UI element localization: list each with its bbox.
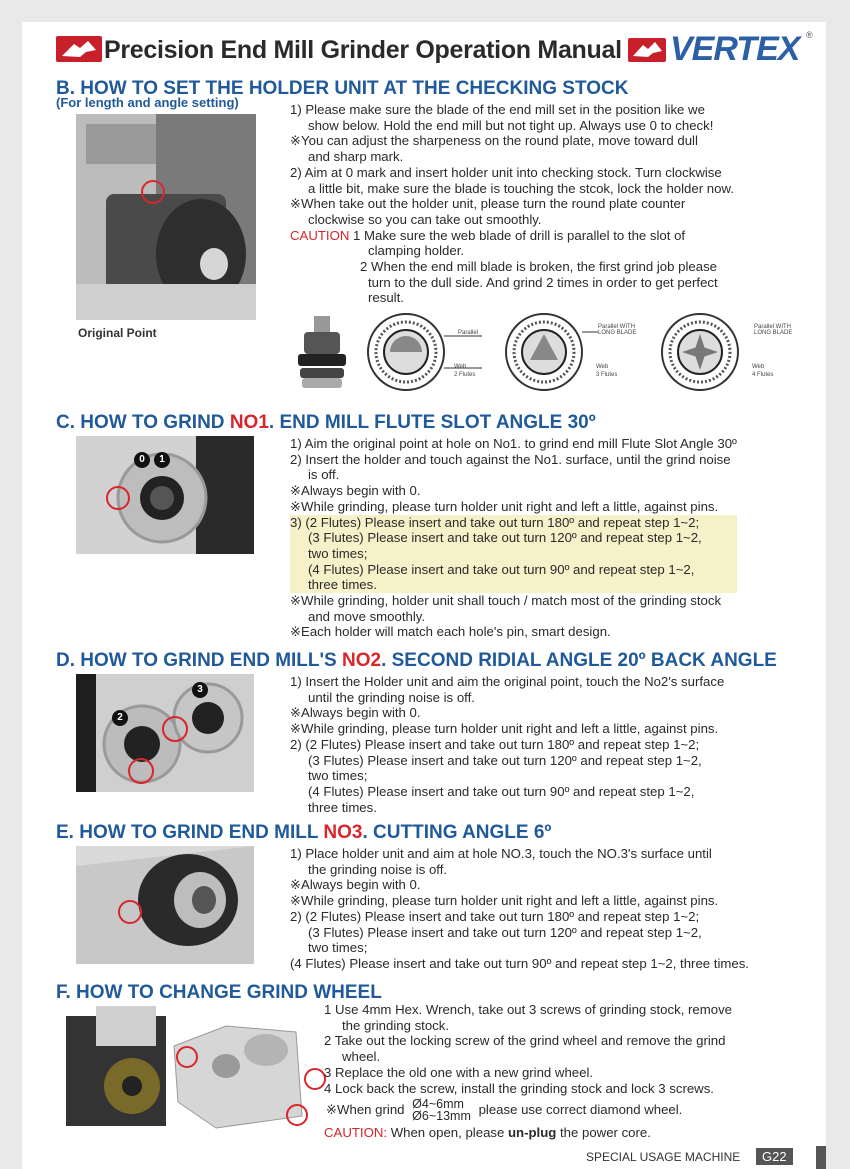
original-point-marker [118,900,142,924]
holder-unit-photo [76,114,256,320]
section-b-title: B. HOW TO SET THE HOLDER UNIT AT THE CHECKING STOCK [56,78,629,99]
original-point-marker [106,486,130,510]
screw-marker-2 [304,1068,326,1090]
manual-page [22,22,826,1169]
section-b-steps: 1) Please make sure the blade of the end mill set in the position like we show below. Hold the end mill but not tight up. Always use 0 to check! ※You can adjust the sharpeness on the round plate, move toward dull and sharp mark. 2) Aim at 0 mark and insert holder unit into checking stock. Turn clockwise a little bit, make sure the blade is touching the stcok, lock the holder now. ※When take out the holder unit, please turn the round plate counter clockwise so you can take out smoothly. CAUTION 1 Make sure the web blade of drill is parallel to the slot of clamping holder. 2 When the end mill blade is broken, the first grind job please turn to the dull side. And grind 2 times in order to get perfect result. [290,102,734,306]
section-f-caution: CAUTION: When open, please un-plug the power core. [324,1125,651,1140]
photo-caption: Original Point [78,326,157,340]
section-c-steps: 1) Aim the original point at hole on No1. to grind end mill Flute Slot Angle 30º 2) Insert the holder and touch against the No1. surface, until the grind noise is off. ※Always begin with 0. ※While grinding, please turn holder unit right and left a little, against pins. 3) (2 Flutes) Please insert and take out turn 180º and repeat step 1~2; (3 Flutes) Please insert and take out turn 120º and repeat step 1~2, two times; (4 Flutes) Please insert and take out turn 90º and repeat step 1~2, three times. ※While grinding, holder unit shall touch / match most of the grinding stock and move smoothly. ※Each holder will match each hole's pin, smart design. [290,436,737,640]
section-f-title: F. HOW TO CHANGE GRIND WHEEL [56,982,382,1003]
footer-bar [816,1146,826,1169]
screw-marker-1 [176,1046,198,1068]
section-c-title: C. HOW TO GRIND NO1. END MILL FLUTE SLOT ANGLE 30º [56,412,596,433]
screw-marker-3 [286,1104,308,1126]
section-e-steps: 1) Place holder unit and aim at hole NO.3, touch the NO.3's surface until the grinding noise is off. ※Always begin with 0. ※While grinding, please turn holder unit right and left a little, against pins. 2) (2 Flutes) Please insert and take out turn 180º and repeat step 1~2; (3 Flutes) Please insert and take out turn 120º and repeat step 1~2, two times; (4 Flutes) Please insert and take out turn 90º and repeat step 1~2, three times. [290,846,749,971]
grind-no2-photo: 2 3 [76,674,254,792]
end-view-diagram-2-flutes: Parallel Web 2 Flutes [364,312,504,392]
original-point-marker [128,758,154,784]
no2-point-marker [162,716,188,742]
brand-name: VERTEX [670,30,800,68]
brand-logo-icon [628,38,666,62]
grind-no1-photo: 0 1 [76,436,254,554]
wheel-size-note: ※When grind Ø4~6mm Ø6~13mm please use correct diamond wheel. [326,1097,683,1123]
section-d-title: D. HOW TO GRIND END MILL'S NO2. SECOND RIDIAL ANGLE 20º BACK ANGLE [56,650,777,671]
end-view-diagram-4-flutes: Parallel WITH LONG BLADE Web 4 Flutes [658,312,808,392]
page-title: Precision End Mill Grinder Operation Manual [104,36,622,64]
grind-no3-photo [76,846,254,964]
page-number: G22 [756,1148,793,1165]
section-b-subtitle: (For length and angle setting) [56,95,239,110]
caution-label: CAUTION [290,227,350,243]
registered-mark: ® [806,30,813,40]
end-view-diagram-3-flutes: Parallel WITH LONG BLADE Web 3 Flutes [502,312,652,392]
section-e-title: E. HOW TO GRIND END MILL NO3. CUTTING ANGLE 6º [56,822,552,843]
end-mill-holder-image [292,316,352,394]
section-d-steps: 1) Insert the Holder unit and aim the original point, touch the No2's surface until the grinding noise is off. ※Always begin with 0. ※While grinding, please turn holder unit right and left a little, against pins. 2) (2 Flutes) Please insert and take out turn 180º and repeat step 1~2; (3 Flutes) Please insert and take out turn 120º and repeat step 1~2, two times; (4 Flutes) Please insert and take out turn 90º and repeat step 1~2, three times. [290,674,725,815]
bird-logo-icon [56,36,102,62]
flute-highlight: 3) (2 Flutes) Please insert and take out turn 180º and repeat step 1~2; (3 Flutes) Please insert and take out turn 120º and repeat step 1~2, two times; (4 Flutes) Please insert and take out turn 90º and repeat step 1~2, three times. [290,515,737,594]
original-point-marker [141,180,165,204]
footer-label: SPECIAL USAGE MACHINE [586,1150,741,1164]
grind-wheel-photos [66,1006,320,1132]
section-f-steps: 1 Use 4mm Hex. Wrench, take out 3 screws of grinding stock, remove the grinding stock. 2 Take out the locking screw of the grind wheel and remove the grind wheel. 3 Replace the old one with a new grind wheel. 4 Lock back the screw, install the grinding stock and lock 3 screws. [324,1002,732,1096]
